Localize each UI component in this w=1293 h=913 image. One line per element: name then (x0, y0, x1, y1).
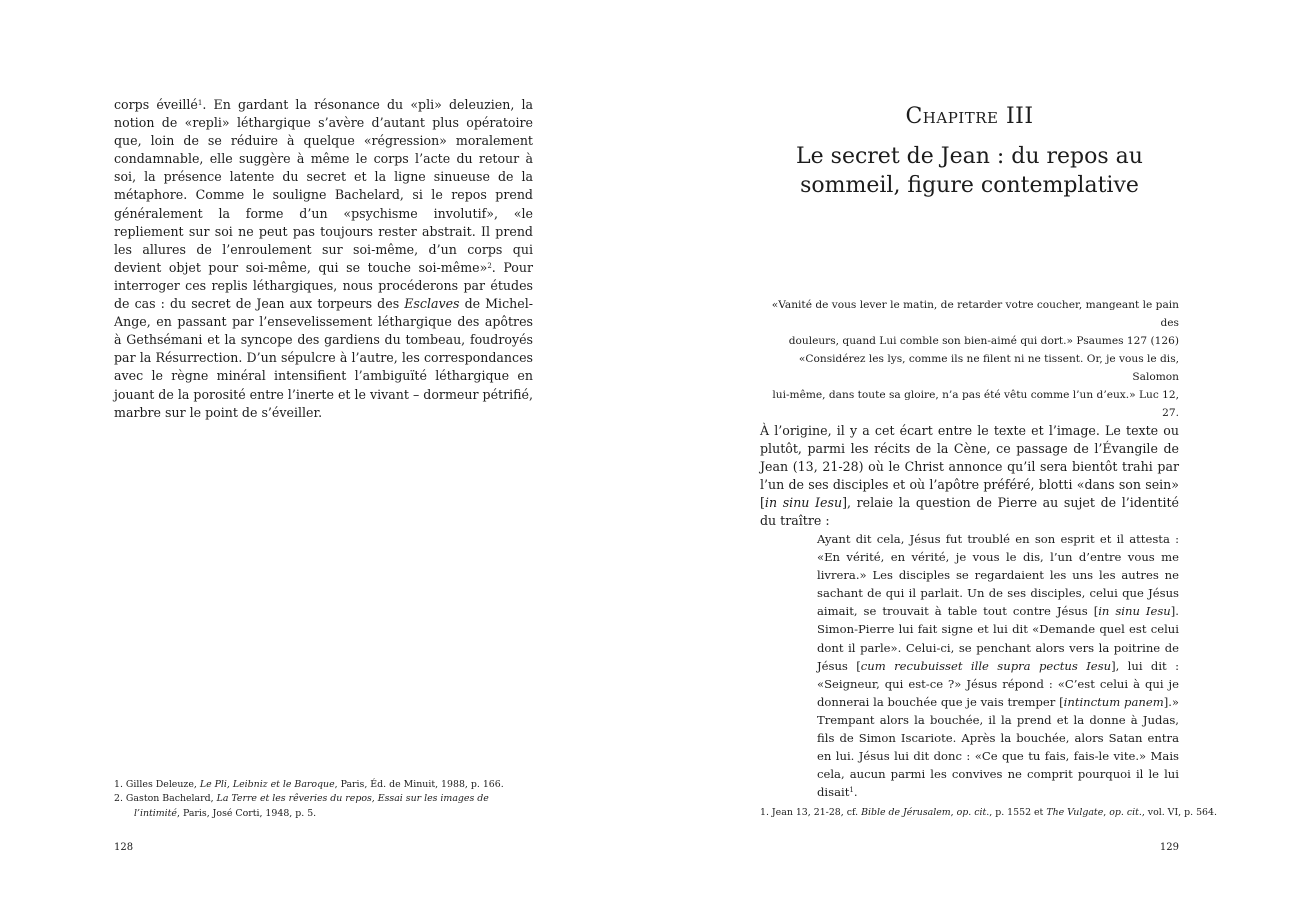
text-run: , Paris, Éd. de Minuit, 1988, p. 166. (334, 779, 504, 790)
text-run: , (950, 807, 957, 818)
text-run: , p. 1552 et (989, 807, 1047, 818)
epigraph-1 (770, 296, 1179, 350)
text-run: À l’origine, il y a cet écart entre le texte et l’image. Le texte ou plutôt, parmi les récits de la Cène, ce passage de l’Évangile de Jean (13, 21-28) où le Christ annonce qu’il sera bientôt trahi par l’un de ses disciples et où l’apôtre préféré, blotti «dans son sein» [ (760, 423, 1179, 511)
text-run: corps éveillé (114, 97, 198, 112)
text-run: . En gardant la résonance du «pli» deleuzien, la notion de «repli» léthargique s’avère d’autant plus opératoire que, loin de se réduire à quelque «régression» moralement condamnable, elle suggère à même le corps l’acte du retour à soi, la présence latente du secret et la ligne sinueuse de la métaphore. Comme le souligne Bachelard, si le repos prend généralement la forme d’un «psychisme involutif», «le repliement sur soi ne peut pas toujours rester abstrait. Il prend les allures de l’enroulement sur soi-même, d’un corps qui devient objet pour soi-même, qui se touche soi-même» (114, 97, 533, 275)
text-run: , (1103, 807, 1110, 818)
text-run: ], lui dit : «Seigneur, qui est-ce ?» Jésus répond : «C’est celui à qui je donnerai la bouchée que je vais tremper [ (817, 658, 1180, 709)
chapter-title-line: sommeil, figure contemplative (800, 173, 1139, 198)
text-run: 2. Gaston Bachelard, (114, 793, 217, 805)
italic-run: in sinu Iesu (1098, 604, 1171, 619)
italic-run: La Terre et les rêveries du repos, Essai sur les images de l’intimité (134, 793, 489, 819)
text-run: ]. Simon-Pierre lui fait signe et lui dit «Demande quel est celui dont il parle». Celui-ci, se penchant alors vers la poitrine de Jésus [ (817, 604, 1179, 673)
epigraph-line: «Considérez les lys, comme ils ne filent ni ne tissent. Or, je vous le dis, Salomon (798, 353, 1179, 383)
epigraph-line: «Vanité de vous lever le matin, de retarder votre coucher, mangeant le pain des (771, 299, 1179, 329)
right-page (646, 0, 1293, 913)
block-quote (817, 530, 1179, 801)
epigraph-line: douleurs, quand Lui comble son bien-aimé qui dort.» Psaumes 127 (126) (788, 335, 1179, 347)
text-run: Ayant dit cela, Jésus fut troublé en son esprit et il attesta : «En vérité, en vérité, je vous le dis, l’un d’entre vous me livrera.» Les disciples se regardaient les uns les autres ne sachant de qui il parlait. Un de ses disciples, celui que Jésus aimait, se trouvait à table tout contre Jésus [ (817, 532, 1179, 619)
page-number-left: 128 (114, 842, 134, 853)
footnote-1 (760, 806, 1217, 820)
footnote-2 (114, 792, 533, 821)
text-run: 1. Jean 13, 21-28, cf. (760, 807, 862, 818)
text-run: . (853, 785, 858, 800)
text-run: de Michel-Ange, en passant par l’ensevelissement léthargique des apôtres à Gethsémani et la syncope des gardiens du tombeau, foudroyés par la Résurrection. D’un sépulcre à l’autre, les correspondances avec le règne minéral intensifient l’ambiguïté léthargique en jouant de la porosité entre l’inerte et le vivant – dormeur pétrifié, marbre sur le point de s’éveiller. (114, 296, 533, 420)
left-page (0, 0, 646, 913)
text-run: , vol. VI, p. 564. (1141, 807, 1217, 818)
text-run: , Paris, José Corti, 1948, p. 5. (176, 807, 317, 819)
chapter-title-line: Le secret de Jean : du repos au (796, 144, 1143, 169)
italic-run: Bible de Jérusalem (861, 807, 951, 818)
left-body-text (114, 96, 533, 422)
footnote-ref: 1 (197, 99, 203, 107)
chapter-label: Chapitre III (905, 104, 1034, 129)
text-run: ], relaie la question de Pierre au sujet de l’identité du traître : (760, 495, 1180, 529)
text-run: . Pour interroger ces replis léthargiques, nous procéderons par études de cas : du secret de Jean aux torpeurs des (114, 259, 533, 312)
right-body-text (760, 422, 1179, 531)
italic-run: op. cit. (1109, 807, 1142, 818)
epigraph-line: lui-même, dans toute sa gloire, n’a pas été vêtu comme l’un d’eux.» Luc 12, 27. (772, 389, 1179, 419)
text-run: 1. Gilles Deleuze, (114, 779, 200, 790)
italic-run: Le Pli, Leibniz et le Baroque (199, 779, 335, 790)
epigraph-2 (770, 350, 1179, 422)
italic-run: in sinu Iesu (764, 495, 843, 511)
footnote-ref: 2 (487, 261, 492, 270)
left-footnotes (114, 778, 533, 821)
right-paragraph (760, 422, 1179, 531)
page-number-right: 129 (1159, 842, 1179, 853)
italic-run: The Vulgate (1046, 807, 1104, 818)
italic-run: Esclaves (404, 296, 460, 312)
footnote-1 (114, 778, 533, 792)
italic-run: intinctum panem (1063, 694, 1164, 709)
text-run: ].» Trempant alors la bouchée, il la prend et la donne à Judas, fils de Simon Iscariote. Après la bouchée, alors Satan entra en lui. Jésus lui dit donc : «Ce que tu fais, fais-le vite.» Mais cela, aucun parmi les convives ne comprit pourquoi il le lui disait (817, 694, 1179, 800)
chapter-title (760, 142, 1179, 200)
left-paragraph (114, 96, 533, 422)
italic-run: op. cit. (956, 807, 990, 818)
footnote-ref: 1 (849, 786, 854, 795)
right-footnotes (760, 806, 1217, 820)
italic-run: cum recubuisset ille supra pectus Iesu (860, 658, 1112, 673)
